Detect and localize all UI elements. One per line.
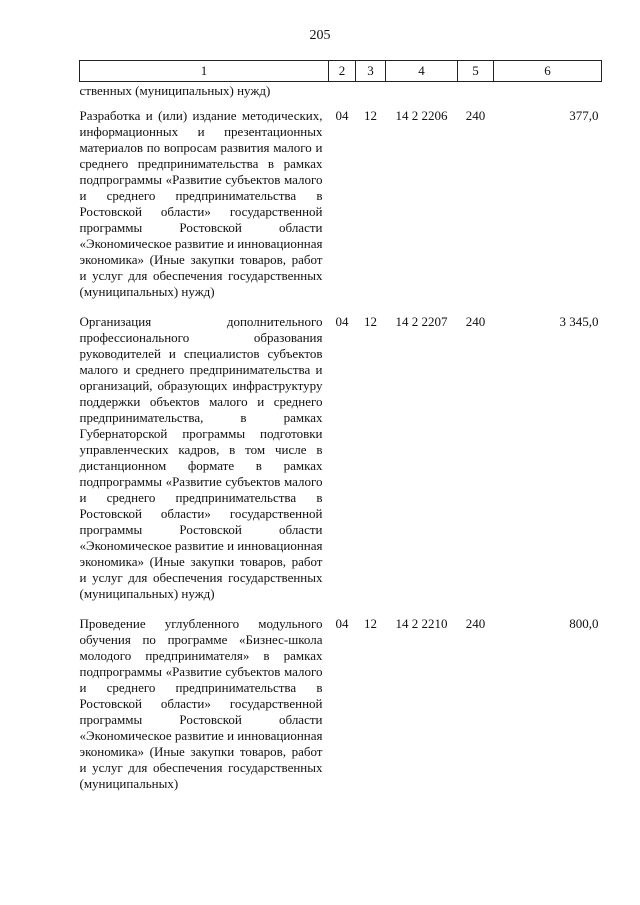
table-body	[80, 82, 602, 793]
header-col-6: 6	[494, 61, 602, 82]
row-description: Проведение углубленного модульного обучения по программе «Бизнес-школа молодого предпринимателя» в рамках подпрограммы «Развитие субъектов малого и среднего предпринимательства в Ростовской области» государственной программы Ростовской области «Экономическое развитие и инновационная экономика» (Иные закупки товаров, работ и услуг для обеспечения государственных (муниципальных)	[79, 616, 323, 791]
row-subsection: 12	[364, 314, 377, 329]
row-expense-type: 240	[465, 314, 486, 329]
header-col-1: 1	[80, 61, 329, 82]
row-section: 04	[335, 616, 349, 631]
header-col-3: 3	[356, 61, 386, 82]
row-subsection: 12	[364, 108, 377, 123]
row-amount: 3 345,0	[559, 314, 599, 329]
row-target-article: 14 2 2207	[395, 314, 448, 329]
header-col-2: 2	[329, 61, 356, 82]
row-description: Разработка и (или) издание методических, информационных и презентационных материалов по вопросам развития малого и среднего предпринимательства в рамках подпрограммы «Развитие субъектов малого и среднего предпринимательства в Ростовской области» государственной программы Ростовской области «Экономическое развитие и инновационная экономика» (Иные закупки товаров, работ и услуг для обеспечения государственных (муниципальных) нужд)	[79, 108, 323, 299]
row-description: Организация дополнительного профессионального образования руководителей и специалистов субъектов малого и среднего предпринимательства и организаций, образующих инфраструктуру поддержки объектов малого и среднего предпринимательства, в рамках Губернаторской программы подготовки управленческих кадров, в том числе в дистанционном формате в рамках подпрограммы «Развитие субъектов малого и среднего предпринимательства в Ростовской области» государственной программы Ростовской области «Экономическое развитие и инновационная экономика» (Иные закупки товаров, работ и услуг для обеспечения государственных (муниципальных) нужд)	[79, 314, 323, 601]
header-col-4: 4	[386, 61, 458, 82]
continuation-row	[80, 82, 602, 100]
row-amount: 800,0	[569, 616, 599, 631]
row-section: 04	[335, 108, 349, 123]
row-target-article: 14 2 2206	[395, 108, 448, 123]
table-row	[80, 300, 602, 602]
table-row	[80, 99, 602, 300]
table-row	[80, 602, 602, 792]
page-number: 205	[309, 28, 331, 43]
budget-table	[79, 60, 602, 792]
header-row	[80, 61, 602, 82]
row-section: 04	[335, 314, 349, 329]
header-col-5: 5	[458, 61, 494, 82]
continuation-text: ственных (муниципальных) нужд)	[79, 83, 271, 98]
row-expense-type: 240	[465, 108, 486, 123]
row-amount: 377,0	[569, 108, 599, 123]
table-header	[80, 61, 602, 82]
row-target-article: 14 2 2210	[395, 616, 448, 631]
row-expense-type: 240	[465, 616, 486, 631]
row-subsection: 12	[364, 616, 377, 631]
